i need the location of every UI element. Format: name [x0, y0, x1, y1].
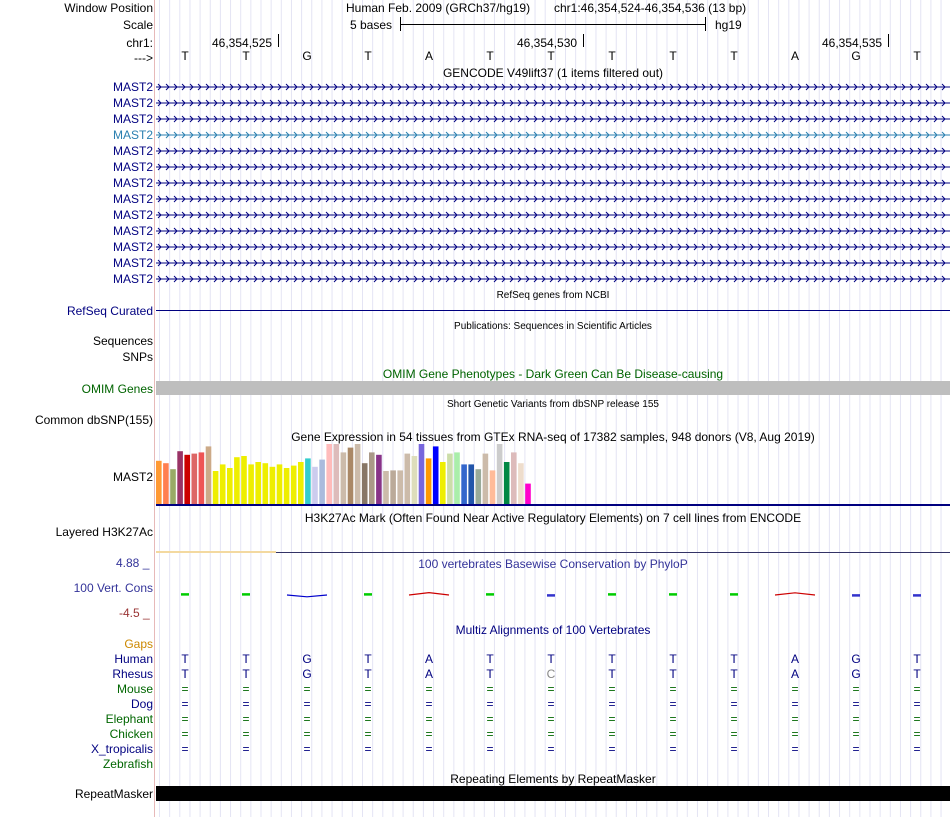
multiz-aligned-base: =	[913, 697, 921, 711]
multiz-aligned-base: =	[242, 712, 250, 726]
multiz-aligned-base: =	[486, 712, 494, 726]
gencode-item-label[interactable]: MAST2	[112, 96, 153, 110]
scale-text: 5 bases	[350, 18, 393, 32]
multiz-aligned-base: T	[608, 652, 616, 666]
multiz-aligned-base: T	[364, 652, 372, 666]
gencode-item-label[interactable]: MAST2	[112, 208, 153, 222]
multiz-aligned-base: =	[425, 697, 433, 711]
gtex-title: Gene Expression in 54 tissues from GTEx RNA-seq of 17382 samples, 948 donors (V8, Aug 2019)	[291, 430, 815, 444]
multiz-aligned-base: =	[730, 742, 738, 756]
gencode-item-label[interactable]: MAST2	[112, 80, 153, 94]
multiz-aligned-base: T	[181, 652, 189, 666]
gtex-tissue-bar	[433, 446, 439, 504]
gtex-label[interactable]: MAST2	[112, 470, 153, 484]
h3k27ac-signal	[156, 551, 276, 553]
sequence-base: T	[486, 49, 494, 63]
multiz-aligned-base: =	[852, 682, 860, 696]
assembly-title: Human Feb. 2009 (GRCh37/hg19)	[346, 1, 531, 15]
multiz-aligned-base: =	[364, 727, 372, 741]
gtex-tissue-bar	[483, 454, 489, 504]
gtex-tissue-bar	[227, 468, 233, 504]
scale-label: Scale	[122, 18, 153, 32]
gtex-tissue-bar	[156, 461, 162, 504]
coord-tick-2-mark	[583, 34, 584, 47]
multiz-aligned-base: T	[730, 652, 738, 666]
base-sequence-row	[156, 49, 950, 64]
multiz-aligned-base: =	[791, 742, 799, 756]
gtex-tissue-bar	[419, 444, 425, 504]
coord-tick-2: 46,354,530	[517, 36, 578, 50]
multiz-aligned-base: =	[913, 727, 921, 741]
multiz-aligned-base: T	[547, 652, 555, 666]
multiz-aligned-base: =	[669, 712, 677, 726]
chrom-label: chr1:	[126, 36, 153, 50]
multiz-aligned-base: =	[303, 742, 311, 756]
gtex-tissue-bar	[305, 458, 311, 504]
coord-tick-1-mark	[278, 34, 279, 47]
position-text[interactable]: chr1:46,354,524-46,354,536 (13 bp)	[554, 1, 747, 15]
multiz-aligned-base: T	[181, 667, 189, 681]
multiz-species-label[interactable]: Elephant	[105, 712, 153, 726]
multiz-aligned-base: =	[303, 682, 311, 696]
multiz-aligned-base: A	[424, 667, 433, 681]
h3k27ac-label[interactable]: Layered H3K27Ac	[55, 525, 153, 539]
multiz-aligned-base: =	[730, 682, 738, 696]
multiz-aligned-base: =	[913, 712, 921, 726]
coord-tick-3-mark	[888, 34, 889, 47]
multiz-species-label[interactable]: Mouse	[116, 682, 153, 696]
multiz-aligned-base: =	[425, 712, 433, 726]
sequence-base: T	[608, 49, 616, 63]
multiz-aligned-base: G	[302, 667, 312, 681]
multiz-aligned-base: =	[669, 727, 677, 741]
multiz-aligned-base: =	[486, 742, 494, 756]
multiz-aligned-base: T	[913, 652, 921, 666]
multiz-aligned-base: =	[242, 697, 250, 711]
phylop-min-label: -4.5 _	[119, 606, 150, 620]
multiz-aligned-base: =	[181, 697, 189, 711]
gtex-tissue-bar	[383, 471, 389, 504]
multiz-aligned-base: G	[851, 652, 861, 666]
gtex-tissue-bar	[461, 464, 467, 504]
multiz-aligned-base: =	[181, 742, 189, 756]
gtex-tissue-bar	[405, 454, 411, 504]
multiz-aligned-base: =	[547, 712, 555, 726]
multiz-species-label[interactable]: Chicken	[109, 727, 153, 741]
gtex-tissue-bar	[270, 467, 276, 504]
multiz-aligned-base: T	[913, 667, 921, 681]
gtex-tissue-bar	[255, 462, 261, 504]
multiz-aligned-base: =	[547, 682, 555, 696]
multiz-aligned-base: T	[486, 652, 494, 666]
multiz-aligned-base: =	[608, 712, 616, 726]
phylop-score-mark	[775, 593, 815, 595]
gtex-tissue-bar	[525, 484, 531, 504]
multiz-species-label[interactable]: Human	[114, 652, 153, 666]
gtex-tissue-bar	[263, 463, 269, 504]
dbsnp-label[interactable]: Common dbSNP(155)	[34, 413, 153, 427]
phylop-title: 100 vertebrates Basewise Conservation by PhyloP	[418, 557, 688, 571]
multiz-aligned-base: =	[303, 697, 311, 711]
gtex-tissue-bar	[362, 463, 368, 504]
multiz-aligned-base: =	[547, 742, 555, 756]
gtex-tissue-bar	[390, 470, 396, 504]
sequence-base: G	[302, 49, 312, 63]
multiz-aligned-base: =	[364, 742, 372, 756]
repeatmasker-title: Repeating Elements by RepeatMasker	[450, 772, 656, 786]
multiz-aligned-base: =	[181, 712, 189, 726]
gtex-tissue-bar	[504, 462, 510, 504]
multiz-aligned-base: =	[303, 727, 311, 741]
multiz-aligned-base: =	[303, 712, 311, 726]
gtex-tissue-bar	[277, 464, 283, 504]
gencode-item-label[interactable]: MAST2	[112, 160, 153, 174]
multiz-aligned-base: A	[424, 652, 433, 666]
multiz-aligned-base: =	[608, 727, 616, 741]
phylop-max-label: 4.88 _	[116, 556, 150, 570]
multiz-aligned-base: T	[669, 652, 677, 666]
gencode-item-label[interactable]: MAST2	[112, 192, 153, 206]
multiz-aligned-base: =	[608, 697, 616, 711]
multiz-species-label[interactable]: Rhesus	[112, 667, 153, 681]
gencode-item-label[interactable]: MAST2	[112, 272, 153, 286]
sequence-base: T	[547, 49, 555, 63]
sequence-base: T	[242, 49, 250, 63]
multiz-aligned-base: T	[242, 667, 250, 681]
multiz-aligned-base: T	[608, 667, 616, 681]
phylop-score-mark	[287, 595, 327, 597]
gencode-item-label[interactable]: MAST2	[112, 144, 153, 158]
multiz-title: Multiz Alignments of 100 Vertebrates	[455, 623, 651, 637]
multiz-species-label[interactable]: Zebrafish	[102, 757, 153, 771]
sequence-base: T	[181, 49, 189, 63]
multiz-aligned-base: =	[669, 697, 677, 711]
gencode-item-label[interactable]: MAST2	[112, 256, 153, 270]
gtex-tissue-bar	[319, 460, 325, 504]
multiz-aligned-base: =	[242, 742, 250, 756]
scale-bar-right-tick	[705, 17, 706, 31]
sequence-base: A	[790, 49, 799, 63]
gtex-tissue-bar	[518, 463, 524, 504]
gencode-item-label[interactable]: MAST2	[112, 240, 153, 254]
gtex-tissue-bar	[454, 452, 460, 504]
gtex-tissue-bar	[376, 455, 382, 504]
scale-bar-left-tick	[400, 17, 401, 31]
refseq-title: RefSeq genes from NCBI	[496, 290, 610, 301]
gtex-tissue-bar	[440, 462, 446, 504]
gtex-tissue-bar	[369, 452, 375, 504]
gtex-tissue-bar	[326, 444, 332, 504]
publications-title: Publications: Sequences in Scientific Articles	[454, 321, 652, 332]
gtex-tissue-bar	[511, 452, 517, 504]
multiz-aligned-base: =	[852, 697, 860, 711]
omim-label[interactable]: OMIM Genes	[81, 382, 153, 396]
multiz-aligned-base: A	[790, 667, 799, 681]
gencode-transcripts[interactable]	[156, 80, 950, 288]
publications-sequences-label[interactable]: Sequences	[92, 334, 153, 348]
multiz-aligned-base: =	[425, 682, 433, 696]
multiz-aligned-base: T	[669, 667, 677, 681]
multiz-aligned-base: =	[913, 742, 921, 756]
multiz-aligned-base: T	[242, 652, 250, 666]
gtex-tissue-bar	[177, 451, 183, 504]
multiz-aligned-base: =	[791, 727, 799, 741]
gtex-tissue-bar	[291, 466, 297, 504]
sequence-base: G	[851, 49, 861, 63]
gtex-tissue-bar	[355, 444, 361, 504]
multiz-aligned-base: =	[791, 697, 799, 711]
gtex-bar-chart[interactable]	[156, 444, 950, 508]
phylop-score-mark	[409, 593, 449, 595]
gtex-tissue-bar	[341, 452, 347, 504]
multiz-aligned-base: =	[425, 742, 433, 756]
gtex-tissue-bar	[490, 470, 496, 504]
multiz-aligned-base: =	[730, 712, 738, 726]
multiz-aligned-base: =	[669, 682, 677, 696]
multiz-aligned-base: =	[791, 712, 799, 726]
multiz-aligned-base: =	[791, 682, 799, 696]
coord-tick-1: 46,354,525	[212, 36, 273, 50]
gtex-tissue-bar	[298, 462, 304, 504]
gtex-tissue-bar	[348, 448, 354, 504]
h3k27ac-title: H3K27Ac Mark (Often Found Near Active Regulatory Elements) on 7 cell lines from ENCODE	[304, 511, 802, 525]
gtex-tissue-bar	[184, 455, 190, 504]
multiz-aligned-base: =	[364, 682, 372, 696]
multiz-aligned-base: =	[730, 727, 738, 741]
gencode-item-label[interactable]: MAST2	[112, 112, 153, 126]
omim-gene-bar[interactable]	[156, 381, 950, 395]
gtex-tissue-bar	[199, 452, 205, 504]
sequence-base: T	[669, 49, 677, 63]
gtex-tissue-bar	[312, 467, 318, 504]
multiz-aligned-base: =	[730, 697, 738, 711]
multiz-aligned-base: =	[364, 712, 372, 726]
repeatmasker-bar[interactable]	[156, 786, 950, 801]
gtex-tissue-bar	[206, 446, 212, 504]
gencode-item-label[interactable]: MAST2	[112, 128, 153, 142]
sequence-base: T	[730, 49, 738, 63]
sequence-base: T	[364, 49, 372, 63]
dbsnp-title: Short Genetic Variants from dbSNP release 155	[447, 399, 659, 410]
repeatmasker-label[interactable]: RepeatMasker	[74, 787, 153, 801]
gtex-tissue-bar	[220, 464, 226, 504]
window-position-label: Window Position	[64, 1, 153, 15]
gtex-tissue-bar	[426, 458, 432, 504]
multiz-aligned-base: =	[486, 697, 494, 711]
gtex-tissue-bar	[468, 464, 474, 504]
multiz-aligned-base: =	[181, 682, 189, 696]
multiz-aligned-base: =	[547, 727, 555, 741]
gtex-tissue-bar	[334, 444, 340, 504]
multiz-aligned-base: =	[425, 727, 433, 741]
multiz-aligned-base: =	[852, 712, 860, 726]
multiz-aligned-base: =	[486, 727, 494, 741]
multiz-aligned-base: =	[364, 697, 372, 711]
multiz-aligned-base: =	[852, 742, 860, 756]
phylop-chart[interactable]	[156, 570, 950, 620]
multiz-aligned-base: =	[669, 742, 677, 756]
multiz-aligned-base: =	[608, 742, 616, 756]
gtex-tissue-bar	[447, 454, 453, 504]
multiz-aligned-base: G	[302, 652, 312, 666]
phylop-label[interactable]: 100 Vert. Cons	[73, 581, 153, 595]
refseq-label[interactable]: RefSeq Curated	[66, 304, 153, 318]
coord-tick-3: 46,354,535	[822, 36, 883, 50]
strand-label: --->	[134, 51, 153, 65]
gtex-tissue-bar	[412, 456, 418, 504]
gtex-tissue-bar	[192, 454, 198, 504]
gtex-tissue-bar	[213, 471, 219, 504]
scale-bar	[400, 24, 706, 25]
gtex-tissue-bar	[284, 468, 290, 504]
gtex-tissue-bar	[234, 457, 240, 504]
gencode-item-label[interactable]: MAST2	[112, 176, 153, 190]
multiz-aligned-base: =	[547, 697, 555, 711]
sequence-base: T	[913, 49, 921, 63]
multiz-aligned-base: G	[851, 667, 861, 681]
multiz-aligned-base: =	[486, 682, 494, 696]
gtex-tissue-bar	[241, 456, 247, 504]
multiz-aligned-base: =	[852, 727, 860, 741]
gtex-tissue-bar	[397, 470, 403, 504]
gtex-tissue-bar	[163, 463, 169, 504]
gtex-tissue-bar	[497, 444, 503, 504]
multiz-aligned-base: T	[730, 667, 738, 681]
multiz-aligned-base: =	[242, 682, 250, 696]
multiz-aligned-base: =	[913, 682, 921, 696]
multiz-species-label[interactable]: Dog	[130, 697, 153, 711]
multiz-aligned-base: =	[181, 727, 189, 741]
gencode-title: GENCODE V49lift37 (1 items filtered out)	[442, 66, 664, 80]
gaps-label[interactable]: Gaps	[124, 637, 153, 651]
multiz-aligned-base: T	[364, 667, 372, 681]
multiz-aligned-base: A	[790, 652, 799, 666]
gtex-tissue-bar	[248, 464, 254, 504]
sequence-base: A	[424, 49, 433, 63]
multiz-aligned-base: =	[608, 682, 616, 696]
gtex-tissue-bar	[170, 469, 176, 504]
publications-snps-label[interactable]: SNPs	[122, 350, 153, 364]
gencode-item-label[interactable]: MAST2	[112, 224, 153, 238]
refseq-line[interactable]	[156, 310, 950, 311]
multiz-aligned-base: T	[486, 667, 494, 681]
multiz-species-label[interactable]: X_tropicalis	[90, 742, 153, 756]
omim-title: OMIM Gene Phenotypes - Dark Green Can Be Disease-causing	[382, 367, 724, 381]
multiz-aligned-base: =	[242, 727, 250, 741]
multiz-aligned-base: C	[546, 667, 556, 681]
gtex-tissue-bar	[476, 469, 482, 504]
scale-db: hg19	[715, 18, 742, 32]
